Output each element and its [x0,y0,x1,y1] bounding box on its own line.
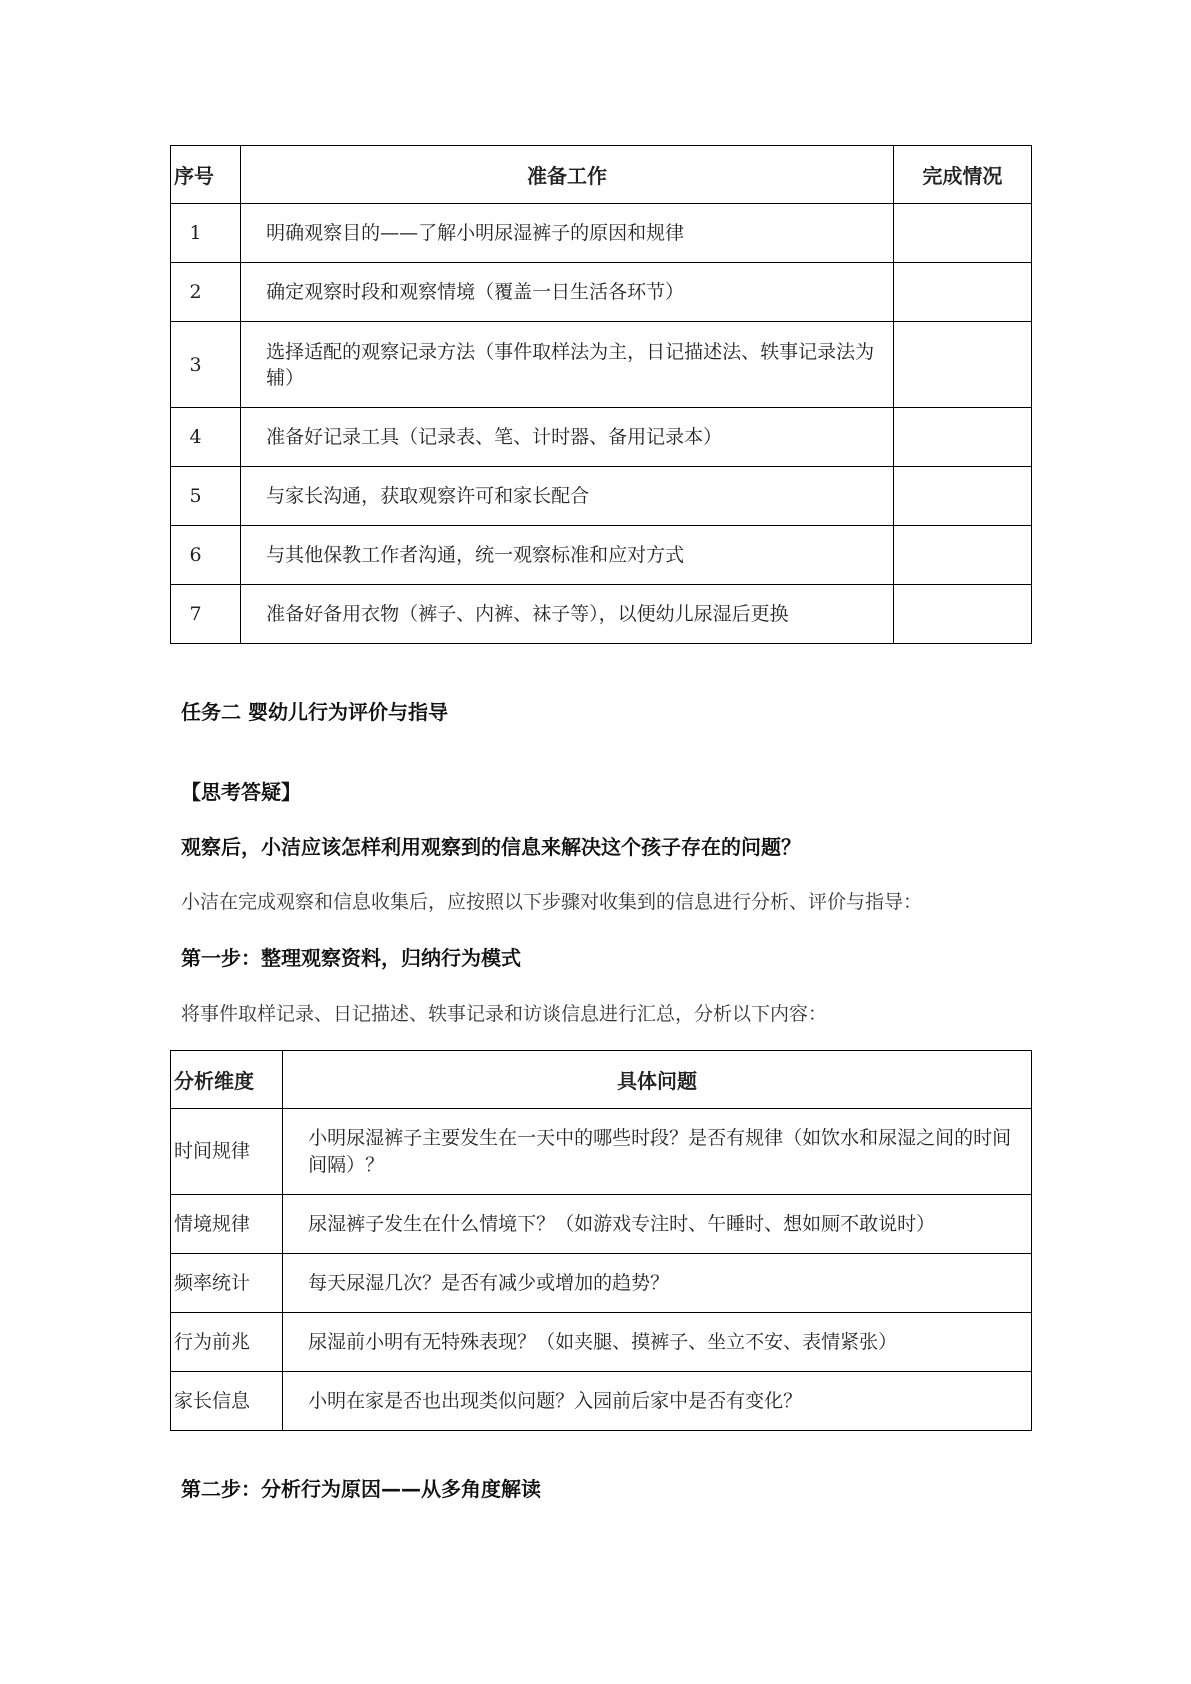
step1-title: 第一步：整理观察资料，归纳行为模式 [181,946,521,970]
row-completion-cell[interactable] [893,526,1031,585]
analysis-dimension-table [170,1050,1032,1431]
table-row [171,408,1032,467]
intro-paragraph: 小洁在完成观察和信息收集后，应按照以下步骤对收集到的信息进行分析、评价与指导： [181,891,923,913]
table-row [171,263,1032,322]
header-completion: 完成情况 [893,146,1031,204]
row-number: 5 [171,467,241,526]
section-title: 任务二 婴幼儿行为评价与指导 [181,700,448,724]
table-row [171,1254,1032,1313]
table-row [171,322,1032,408]
table-row [171,585,1032,644]
row-completion-cell[interactable] [893,204,1031,263]
table-row [171,1372,1032,1431]
row-completion-cell[interactable] [893,585,1031,644]
table-header-row [171,146,1032,204]
row-number: 7 [171,585,241,644]
header-number: 序号 [171,146,241,204]
row-question: 每天尿湿几次？是否有减少或增加的趋势？ [283,1254,1032,1313]
row-dimension: 家长信息 [171,1372,283,1431]
row-question: 尿湿前小明有无特殊表现？（如夹腿、摸裤子、坐立不安、表情紧张） [283,1313,1032,1372]
header-task: 准备工作 [241,146,894,204]
row-question: 尿湿裤子发生在什么情境下？（如游戏专注时、午睡时、想如厕不敢说时） [283,1195,1032,1254]
row-number: 3 [171,322,241,408]
row-task: 明确观察目的——了解小明尿湿裤子的原因和规律 [241,204,894,263]
row-completion-cell[interactable] [893,263,1031,322]
row-task: 准备好记录工具（记录表、笔、计时器、备用记录本） [241,408,894,467]
table-row [171,1195,1032,1254]
table-row [171,526,1032,585]
table-row [171,1313,1032,1372]
step1-paragraph: 将事件取样记录、日记描述、轶事记录和访谈信息进行汇总，分析以下内容： [181,1003,828,1025]
row-question: 小明在家是否也出现类似问题？入园前后家中是否有变化？ [283,1372,1032,1431]
row-number: 6 [171,526,241,585]
table-row [171,204,1032,263]
row-dimension: 时间规律 [171,1109,283,1195]
row-dimension: 频率统计 [171,1254,283,1313]
row-completion-cell[interactable] [893,408,1031,467]
row-task: 确定观察时段和观察情境（覆盖一日生活各环节） [241,263,894,322]
row-completion-cell[interactable] [893,322,1031,408]
preparation-checklist-table [170,145,1032,644]
header-question: 具体问题 [283,1051,1032,1109]
table-header-row [171,1051,1032,1109]
row-task: 准备好备用衣物（裤子、内裤、袜子等），以便幼儿尿湿后更换 [241,585,894,644]
row-number: 1 [171,204,241,263]
row-task: 选择适配的观察记录方法（事件取样法为主，日记描述法、轶事记录法为辅） [241,322,894,408]
row-dimension: 情境规律 [171,1195,283,1254]
table-row [171,1109,1032,1195]
row-number: 2 [171,263,241,322]
row-question: 小明尿湿裤子主要发生在一天中的哪些时段？是否有规律（如饮水和尿湿之间的时间间隔）？ [283,1109,1032,1195]
step2-title: 第二步：分析行为原因——从多角度解读 [181,1477,541,1501]
row-task: 与其他保教工作者沟通，统一观察标准和应对方式 [241,526,894,585]
question-heading: 观察后，小洁应该怎样利用观察到的信息来解决这个孩子存在的问题？ [181,835,801,859]
think-heading: 【思考答疑】 [181,780,301,804]
row-dimension: 行为前兆 [171,1313,283,1372]
row-number: 4 [171,408,241,467]
row-task: 与家长沟通，获取观察许可和家长配合 [241,467,894,526]
header-dimension: 分析维度 [171,1051,283,1109]
table-row [171,467,1032,526]
row-completion-cell[interactable] [893,467,1031,526]
